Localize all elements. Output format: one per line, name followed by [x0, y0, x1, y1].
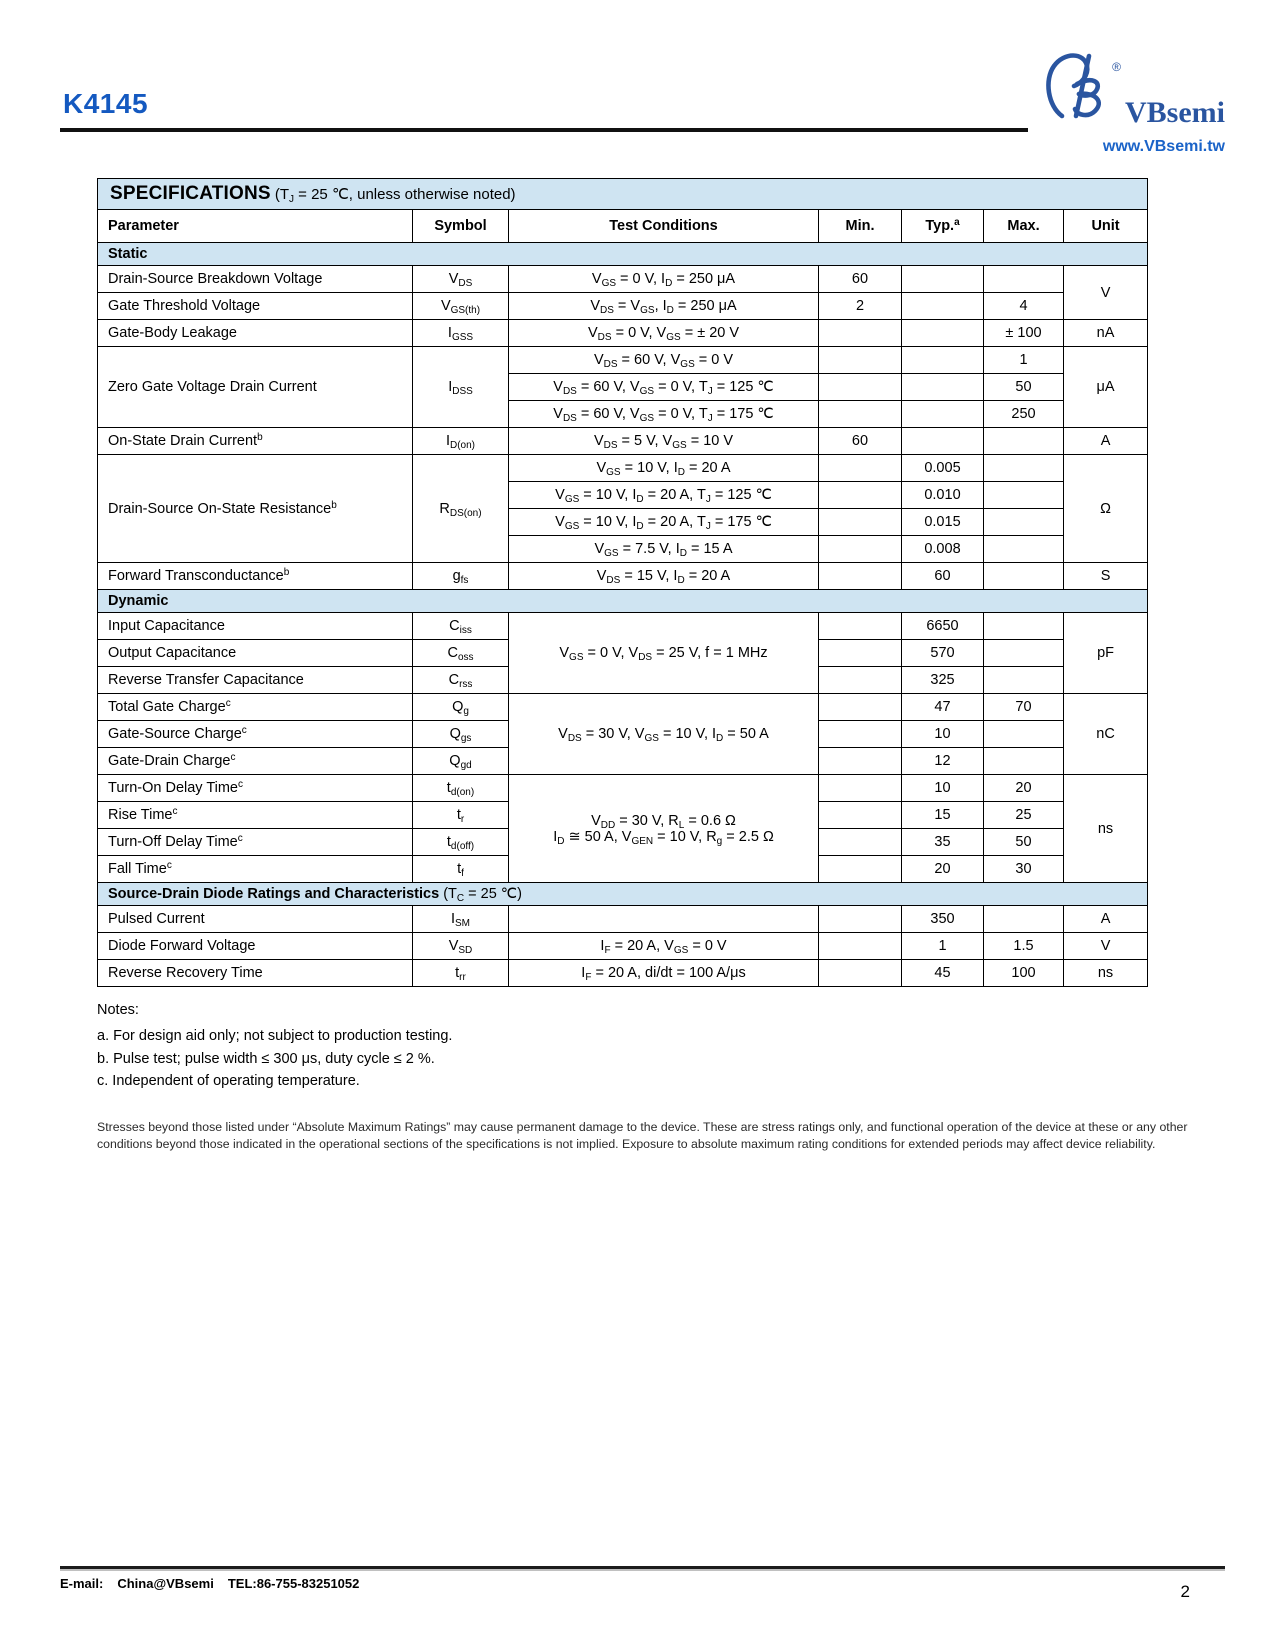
- column-header: Min.: [819, 210, 902, 243]
- spec-cell: 45: [902, 960, 984, 987]
- spec-cell: Total Gate Charge$^c$: [98, 694, 413, 721]
- spec-cell: V: [1064, 933, 1148, 960]
- spec-cell: [819, 856, 902, 883]
- note-c: c. Independent of operating temperature.: [97, 1073, 360, 1090]
- spec-cell: A: [1064, 428, 1148, 455]
- spec-cell: [984, 721, 1064, 748]
- spec-cell: 70: [984, 694, 1064, 721]
- spec-cell: 20: [902, 856, 984, 883]
- spec-cell: $V_{DS} = 30$ V, $V_{GS} = 10$ V, $I_D = 50$ A: [509, 694, 819, 775]
- page-footer: [60, 1566, 1225, 1601]
- spec-cell: [984, 428, 1064, 455]
- spec-cell: Output Capacitance: [98, 640, 413, 667]
- spec-cell: V: [1064, 266, 1148, 320]
- spec-cell: 325: [902, 667, 984, 694]
- spec-cell: $V_{GS} = 10$ V, $I_D = 20$ A, $T_J = 175$ ℃: [509, 509, 819, 536]
- section-condition: ($T_C = 25$ ℃): [443, 886, 522, 904]
- spec-cell: 20: [984, 775, 1064, 802]
- spec-cell: Gate-Body Leakage: [98, 320, 413, 347]
- spec-cell: [984, 509, 1064, 536]
- spec-cell: ns: [1064, 960, 1148, 987]
- spec-cell: 0.008: [902, 536, 984, 563]
- spec-cell: $V_{GS} = 7.5$ V, $I_D = 15$ A: [509, 536, 819, 563]
- spec-cell: 350: [902, 906, 984, 933]
- tel-number: TEL:86-755-83251052: [227, 1576, 360, 1591]
- spec-cell: nC: [1064, 694, 1148, 775]
- footer-divider: [60, 1566, 1225, 1569]
- spec-cell: nA: [1064, 320, 1148, 347]
- spec-cell: $V_{GS} = 10$ V, $I_D = 20$ A: [509, 455, 819, 482]
- section-label: Dynamic: [108, 593, 169, 609]
- spec-cell: $V_{DS} = 60$ V, $V_{GS} = 0$ V, $T_J = 125$ ℃: [509, 374, 819, 401]
- spec-cell: μA: [1064, 347, 1148, 428]
- spec-cell: 1: [902, 933, 984, 960]
- spec-cell: $V_{GS} = 0$ V, $V_{DS} = 25$ V, f = 1 MHz: [509, 613, 819, 694]
- spec-cell: Drain-Source Breakdown Voltage: [98, 266, 413, 293]
- spec-cell: [984, 266, 1064, 293]
- spec-cell: $t_{d(off)}$: [413, 829, 509, 856]
- spec-cell: $V_{DS} = 60$ V, $V_{GS} = 0$ V, $T_J = 175$ ℃: [509, 401, 819, 428]
- footer-contact: [60, 1576, 1225, 1591]
- spec-cell: [819, 401, 902, 428]
- spec-cell: 570: [902, 640, 984, 667]
- spec-cell: 60: [819, 266, 902, 293]
- section-header-row: [98, 243, 1148, 266]
- spec-cell: $I_{GSS}$: [413, 320, 509, 347]
- spec-cell: 30: [984, 856, 1064, 883]
- section-label: Source-Drain Diode Ratings and Characteristics: [108, 886, 440, 902]
- spec-cell: [819, 667, 902, 694]
- spec-cell: 0.010: [902, 482, 984, 509]
- spec-cell: 0.015: [902, 509, 984, 536]
- spec-cell: A: [1064, 906, 1148, 933]
- spec-cell: Gate-Source Charge$^c$: [98, 721, 413, 748]
- spec-cell: $Q_g$: [413, 694, 509, 721]
- spec-cell: pF: [1064, 613, 1148, 694]
- spec-cell: S: [1064, 563, 1148, 590]
- spec-cell: [902, 266, 984, 293]
- spec-cell: $C_{oss}$: [413, 640, 509, 667]
- notes-heading: Notes:: [97, 1002, 139, 1018]
- spec-cell: [819, 775, 902, 802]
- spec-cell: [902, 428, 984, 455]
- brand-website-link[interactable]: www.VBsemi.tw: [1102, 138, 1225, 155]
- column-header: Typ.$^a$: [902, 210, 984, 243]
- spec-cell: 4: [984, 293, 1064, 320]
- spec-cell: [902, 347, 984, 374]
- spec-cell: 60: [819, 428, 902, 455]
- column-header: Unit: [1064, 210, 1148, 243]
- spec-cell: Forward Transconductance$^b$: [98, 563, 413, 590]
- spec-cell: [819, 802, 902, 829]
- notes-block: [97, 999, 1275, 1093]
- spec-cell: [509, 906, 819, 933]
- spec-cell: $V_{DD} = 30$ V, $R_L = 0.6$ Ω $I_D$ ≅ 50 A, $V_{GEN} = 10$ V, $R_g = 2.5$ Ω: [509, 775, 819, 883]
- part-number: K4145: [63, 88, 149, 119]
- column-header: Max.: [984, 210, 1064, 243]
- spec-cell: $Q_{gs}$: [413, 721, 509, 748]
- spec-cell: $V_{DS} = 15$ V, $I_D = 20$ A: [509, 563, 819, 590]
- spec-cell: Turn-Off Delay Time$^c$: [98, 829, 413, 856]
- spec-cell: $V_{DS} = 5$ V, $V_{GS} = 10$ V: [509, 428, 819, 455]
- spec-cell: [984, 748, 1064, 775]
- specifications-table-wrap: [97, 178, 1147, 987]
- spec-cell: [902, 401, 984, 428]
- spec-cell: 1.5: [984, 933, 1064, 960]
- logo-row: [1040, 46, 1225, 129]
- spec-cell: 10: [902, 775, 984, 802]
- section-label: Static: [108, 246, 148, 262]
- spec-cell: 10: [902, 721, 984, 748]
- spec-cell: $I_F = 20$ A, di/dt = 100 A/μs: [509, 960, 819, 987]
- spec-cell: [819, 748, 902, 775]
- spec-cell: 35: [902, 829, 984, 856]
- spec-cell: $I_{D(on)}$: [413, 428, 509, 455]
- spec-cell: [819, 320, 902, 347]
- spec-cell: [819, 694, 902, 721]
- spec-cell: Input Capacitance: [98, 613, 413, 640]
- spec-cell: $V_{DS} = 60$ V, $V_{GS} = 0$ V: [509, 347, 819, 374]
- spec-cell: $I_{SM}$: [413, 906, 509, 933]
- spec-cell: Reverse Transfer Capacitance: [98, 667, 413, 694]
- spec-title-condition: ($T_J = 25$ ℃, unless otherwise noted): [274, 186, 516, 205]
- spec-cell: $C_{rss}$: [413, 667, 509, 694]
- spec-cell: Rise Time$^c$: [98, 802, 413, 829]
- spec-cell: [819, 374, 902, 401]
- spec-cell: [819, 613, 902, 640]
- spec-cell: $I_{DSS}$: [413, 347, 509, 428]
- spec-cell: $V_{DS}$: [413, 266, 509, 293]
- spec-cell: [819, 536, 902, 563]
- note-a: a. For design aid only; not subject to production testing.: [97, 1028, 453, 1045]
- spec-cell: Pulsed Current: [98, 906, 413, 933]
- disclaimer-paragraph: Stresses beyond those listed under “Absolute Maximum Ratings” may cause permanent damage to the device. These are stress ratings only, and functional operation of the device at these or any other conditions beyond those indicated in the operational sections of the specifications is not implied. Exposure to absolute maximum rating conditions for extended periods may affect device reliability.: [97, 1119, 1188, 1152]
- spec-cell: Ω: [1064, 455, 1148, 563]
- spec-cell: [819, 721, 902, 748]
- spec-cell: [984, 640, 1064, 667]
- spec-cell: $V_{GS} = 0$ V, $I_D = 250$ μA: [509, 266, 819, 293]
- spec-cell: $g_{fs}$: [413, 563, 509, 590]
- spec-cell: On-State Drain Current$^b$: [98, 428, 413, 455]
- spec-cell: $t_{rr}$: [413, 960, 509, 987]
- spec-cell: [819, 829, 902, 856]
- spec-cell: Drain-Source On-State Resistance$^b$: [98, 455, 413, 563]
- spec-cell: 47: [902, 694, 984, 721]
- spec-cell: [819, 960, 902, 987]
- spec-cell: 12: [902, 748, 984, 775]
- spec-cell: [902, 293, 984, 320]
- note-b: b. Pulse test; pulse width ≤ 300 μs, duty cycle ≤ 2 %.: [97, 1050, 435, 1067]
- spec-cell: 50: [984, 829, 1064, 856]
- spec-cell: [984, 906, 1064, 933]
- spec-cell: [984, 667, 1064, 694]
- spec-cell: [819, 509, 902, 536]
- spec-cell: 100: [984, 960, 1064, 987]
- spec-cell: [902, 374, 984, 401]
- spec-cell: [984, 563, 1064, 590]
- spec-cell: $C_{iss}$: [413, 613, 509, 640]
- email-address: China@VBsemi: [117, 1576, 214, 1591]
- spec-cell: $Q_{gd}$: [413, 748, 509, 775]
- spec-cell: [984, 536, 1064, 563]
- spec-cell: Diode Forward Voltage: [98, 933, 413, 960]
- spec-cell: [984, 455, 1064, 482]
- spec-cell: [819, 455, 902, 482]
- spec-cell: 250: [984, 401, 1064, 428]
- spec-cell: 25: [984, 802, 1064, 829]
- spec-cell: 50: [984, 374, 1064, 401]
- column-header: Symbol: [413, 210, 509, 243]
- email-label: E-mail:: [60, 1576, 104, 1591]
- spec-cell: $t_f$: [413, 856, 509, 883]
- spec-cell: $R_{DS(on)}$: [413, 455, 509, 563]
- spec-cell: $t_{d(on)}$: [413, 775, 509, 802]
- spec-cell: 60: [902, 563, 984, 590]
- spec-cell: $V_{DS} = V_{GS}$, $I_D = 250$ μA: [509, 293, 819, 320]
- spec-cell: [819, 933, 902, 960]
- spec-cell: ns: [1064, 775, 1148, 883]
- spec-cell: [819, 347, 902, 374]
- brand-block: [1028, 46, 1225, 156]
- column-header: Test Conditions: [509, 210, 819, 243]
- spec-cell: [984, 613, 1064, 640]
- column-header: Parameter: [98, 210, 413, 243]
- registered-trademark: ®: [1112, 60, 1121, 74]
- page-header: [0, 0, 1275, 178]
- vbsemi-logo-icon: [1040, 46, 1114, 126]
- spec-cell: $V_{GS} = 10$ V, $I_D = 20$ A, $T_J = 125$ ℃: [509, 482, 819, 509]
- spec-cell: [819, 906, 902, 933]
- spec-cell: Zero Gate Voltage Drain Current: [98, 347, 413, 428]
- section-header-row: [98, 590, 1148, 613]
- spec-cell: $I_F = 20$ A, $V_{GS} = 0$ V: [509, 933, 819, 960]
- spec-cell: 6650: [902, 613, 984, 640]
- page-number: 2: [1180, 1582, 1190, 1601]
- spec-cell: Gate-Drain Charge$^c$: [98, 748, 413, 775]
- spec-cell: $V_{GS(th)}$: [413, 293, 509, 320]
- spec-cell: Fall Time$^c$: [98, 856, 413, 883]
- spec-cell: $t_r$: [413, 802, 509, 829]
- section-header-row: [98, 883, 1148, 906]
- spec-cell: [819, 482, 902, 509]
- spec-cell: [819, 563, 902, 590]
- spec-cell: ± 100: [984, 320, 1064, 347]
- specifications-table: [97, 178, 1148, 987]
- spec-cell: $V_{DS} = 0$ V, $V_{GS}$ = ± 20 V: [509, 320, 819, 347]
- spec-cell: Reverse Recovery Time: [98, 960, 413, 987]
- spec-cell: 15: [902, 802, 984, 829]
- spec-cell: $V_{SD}$: [413, 933, 509, 960]
- spec-cell: [984, 482, 1064, 509]
- spec-cell: [819, 640, 902, 667]
- spec-cell: 0.005: [902, 455, 984, 482]
- spec-cell: [902, 320, 984, 347]
- spec-cell: 2: [819, 293, 902, 320]
- brand-name: VBsemi: [1125, 96, 1225, 129]
- spec-cell: Gate Threshold Voltage: [98, 293, 413, 320]
- spec-cell: 1: [984, 347, 1064, 374]
- spec-cell: Turn-On Delay Time$^c$: [98, 775, 413, 802]
- spec-title-text: SPECIFICATIONS: [110, 183, 271, 204]
- spec-table-title: [98, 179, 1148, 210]
